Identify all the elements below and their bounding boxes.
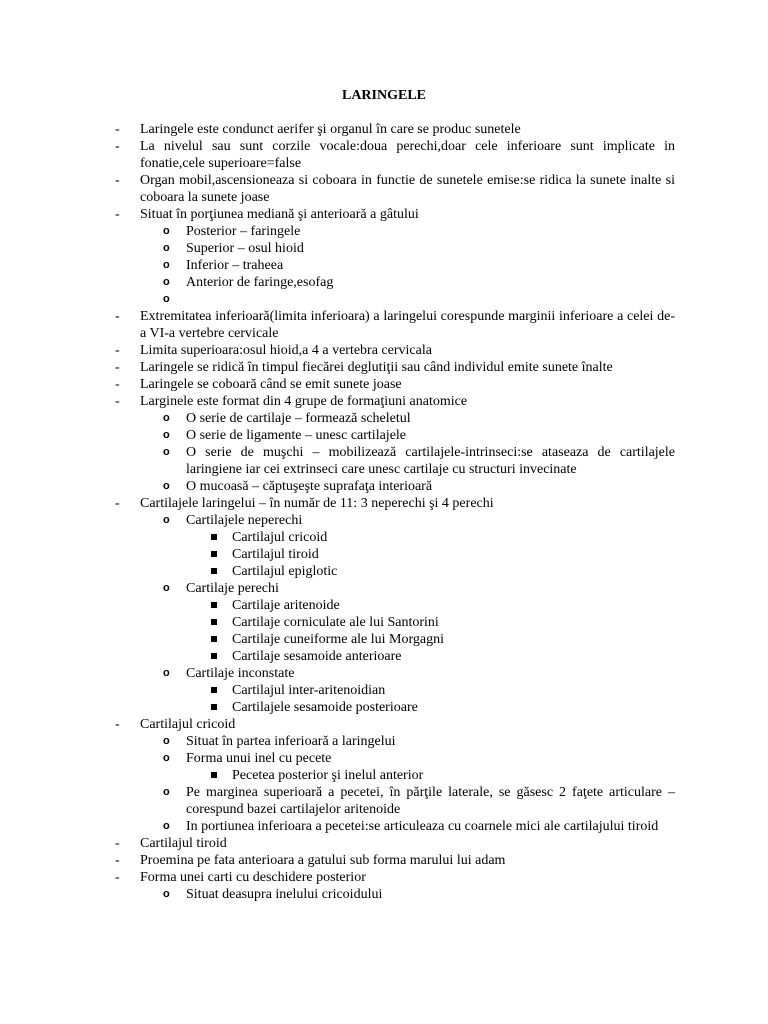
- list-item: [0, 835, 768, 852]
- circle-bullet-icon: o: [163, 293, 170, 305]
- list-item: [0, 393, 768, 410]
- list-item: [0, 767, 768, 784]
- dash-bullet-icon: -: [115, 377, 120, 392]
- list-item: [0, 257, 768, 274]
- list-item-text: Cartilajul cricoid: [140, 717, 236, 732]
- list-item: [0, 478, 768, 495]
- dash-bullet-icon: -: [115, 394, 120, 409]
- list-item-text: Pecetea posterior şi inelul anterior: [232, 768, 424, 783]
- list-item: [0, 376, 768, 393]
- dash-bullet-icon: -: [115, 309, 120, 324]
- list-item-text: Proemina pe fata anterioara a gatului sub forma marului lui adam: [140, 853, 506, 868]
- list-item-text: Posterior – faringele: [186, 224, 301, 239]
- circle-bullet-icon: o: [163, 667, 170, 679]
- list-item-text: Cartilaje aritenoide: [232, 598, 340, 613]
- list-item-text: In portiunea inferioara a pecetei:se articuleaza cu coarnele mici ale cartilajului tiroid: [186, 819, 659, 834]
- list-item: [0, 631, 768, 648]
- circle-bullet-icon: o: [163, 888, 170, 900]
- list-item: [0, 648, 768, 665]
- dash-bullet-icon: -: [115, 139, 120, 154]
- list-item: [0, 206, 768, 223]
- dash-bullet-icon: -: [115, 360, 120, 375]
- list-item: [0, 427, 768, 444]
- list-item: [0, 869, 768, 886]
- square-bullet-icon: [211, 534, 217, 540]
- list-item-text: Cartilajul inter-aritenoidian: [232, 683, 386, 698]
- dash-bullet-icon: -: [115, 853, 120, 868]
- square-bullet-icon: [211, 551, 217, 557]
- list-item-text: Pe marginea superioară a pecetei, în părţile laterale, se găsesc 2 faţete articulare – corespund bazei cartilajelor aritenoide: [186, 785, 675, 817]
- circle-bullet-icon: o: [163, 225, 170, 237]
- circle-bullet-icon: o: [163, 582, 170, 594]
- list-item: [0, 716, 768, 733]
- list-item-text: Cartilajele sesamoide posterioare: [232, 700, 418, 715]
- list-item-text: Cartilaje cuneiforme ale lui Morgagni: [232, 632, 445, 647]
- list-item: [0, 750, 768, 767]
- list-item: [0, 818, 768, 835]
- list-item-text: Cartilaje sesamoide anterioare: [232, 649, 402, 664]
- list-item: [0, 563, 768, 580]
- list-item-text: Cartilaje inconstate: [186, 666, 295, 681]
- square-bullet-icon: [211, 653, 217, 659]
- list-item-text: Situat deasupra inelului cricoidului: [186, 887, 383, 902]
- list-item: [0, 699, 768, 716]
- dash-bullet-icon: -: [115, 207, 120, 222]
- list-item-text: Cartilaje perechi: [186, 581, 279, 596]
- page-title: LARINGELE: [341, 88, 427, 103]
- list-item-text: O serie de ligamente – unesc cartilajele: [186, 428, 407, 443]
- circle-bullet-icon: o: [163, 446, 170, 458]
- list-item: [0, 274, 768, 291]
- list-item-text: Cartilajele neperechi: [186, 513, 303, 528]
- list-item-text: Laringele se ridică în timpul fiecărei deglutiţii sau când individul emite sunete înalte: [140, 360, 613, 375]
- list-item-text: Anterior de faringe,esofag: [186, 275, 334, 290]
- list-item: [0, 529, 768, 546]
- circle-bullet-icon: o: [163, 514, 170, 526]
- bullet-list: [0, 121, 768, 903]
- list-item-text: Forma unei carti cu deschidere posterior: [140, 870, 366, 885]
- circle-bullet-icon: o: [163, 412, 170, 424]
- list-item: [0, 223, 768, 240]
- list-item: [0, 784, 768, 818]
- square-bullet-icon: [211, 687, 217, 693]
- list-item-text: Cartilajul cricoid: [232, 530, 328, 545]
- circle-bullet-icon: o: [163, 480, 170, 492]
- list-item: [0, 665, 768, 682]
- square-bullet-icon: [211, 636, 217, 642]
- list-item: [0, 359, 768, 376]
- list-item-text: Larginele este format din 4 grupe de formaţiuni anatomice: [140, 394, 468, 409]
- list-item: [0, 172, 768, 206]
- list-item: [0, 495, 768, 512]
- circle-bullet-icon: o: [163, 820, 170, 832]
- list-item-text: Laringele se coboară când se emit sunete joase: [140, 377, 402, 392]
- list-item: [0, 682, 768, 699]
- list-item-text: Extremitatea inferioară(limita inferioara) a laringelui corespunde marginii inferioare a celei de-a VI-a vertebre cervicale: [140, 309, 675, 341]
- list-item-text: Limita superioara:osul hioid,a 4 a vertebra cervicala: [140, 343, 432, 358]
- list-item-text: Situat în porţiunea mediană şi anterioară a gâtului: [140, 207, 419, 222]
- circle-bullet-icon: o: [163, 242, 170, 254]
- list-item-text: Cartilaje corniculate ale lui Santorini: [232, 615, 439, 630]
- dash-bullet-icon: -: [115, 836, 120, 851]
- square-bullet-icon: [211, 602, 217, 608]
- circle-bullet-icon: o: [163, 276, 170, 288]
- list-item-text: O serie de cartilaje – formează scheletul: [186, 411, 411, 426]
- dash-bullet-icon: -: [115, 870, 120, 885]
- list-item: [0, 308, 768, 342]
- square-bullet-icon: [211, 772, 217, 778]
- list-item: [0, 733, 768, 750]
- list-item: [0, 614, 768, 631]
- list-item: [0, 342, 768, 359]
- list-item: [0, 240, 768, 257]
- list-item-text: Inferior – traheea: [186, 258, 284, 273]
- list-item: [0, 597, 768, 614]
- list-item: [0, 121, 768, 138]
- square-bullet-icon: [211, 568, 217, 574]
- list-item-text: Cartilajul epiglotic: [232, 564, 338, 579]
- list-item: [0, 512, 768, 529]
- square-bullet-icon: [211, 619, 217, 625]
- list-item-text: Cartilajele laringelui – în număr de 11: 3 neperechi şi 4 perechi: [140, 496, 494, 511]
- list-item-text: La nivelul sau sunt corzile vocale:doua perechi,doar cele inferioare sunt implicate in fonatie,cele superioare=false: [140, 139, 675, 171]
- circle-bullet-icon: o: [163, 259, 170, 271]
- list-item: [0, 546, 768, 563]
- circle-bullet-icon: o: [163, 735, 170, 747]
- list-item-text: O mucoasă – căptuşeşte suprafaţa interioară: [186, 479, 433, 494]
- list-item: [0, 852, 768, 869]
- list-item: [0, 444, 768, 478]
- list-item-text: Cartilajul tiroid: [232, 547, 319, 562]
- circle-bullet-icon: o: [163, 752, 170, 764]
- dash-bullet-icon: -: [115, 717, 120, 732]
- circle-bullet-icon: o: [163, 786, 170, 798]
- dash-bullet-icon: -: [115, 173, 120, 188]
- list-item-text: Organ mobil,ascensioneaza si coboara in functie de sunetele emise:se ridica la sunete inalte si coboara la sunete joase: [140, 173, 675, 205]
- list-item: [0, 886, 768, 903]
- list-item-text: Forma unui inel cu pecete: [186, 751, 332, 766]
- list-item-text: Situat în partea inferioară a laringelui: [186, 734, 396, 749]
- list-item: [0, 291, 768, 308]
- dash-bullet-icon: -: [115, 496, 120, 511]
- list-item: [0, 580, 768, 597]
- list-item-text: Cartilajul tiroid: [140, 836, 227, 851]
- list-item: [0, 410, 768, 427]
- circle-bullet-icon: o: [163, 429, 170, 441]
- list-item-text: Superior – osul hioid: [186, 241, 304, 256]
- list-item-text: Laringele este condunct aerifer şi organul în care se produc sunetele: [140, 122, 521, 137]
- list-item-text: O serie de muşchi – mobilizează cartilajele-intrinseci:se ataseaza de cartilajele laringiene iar cei extrinseci care unesc cartilaje cu structuri invecinate: [186, 445, 675, 477]
- list-item: [0, 138, 768, 172]
- square-bullet-icon: [211, 704, 217, 710]
- dash-bullet-icon: -: [115, 122, 120, 137]
- list-item-text: [186, 291, 675, 308]
- dash-bullet-icon: -: [115, 343, 120, 358]
